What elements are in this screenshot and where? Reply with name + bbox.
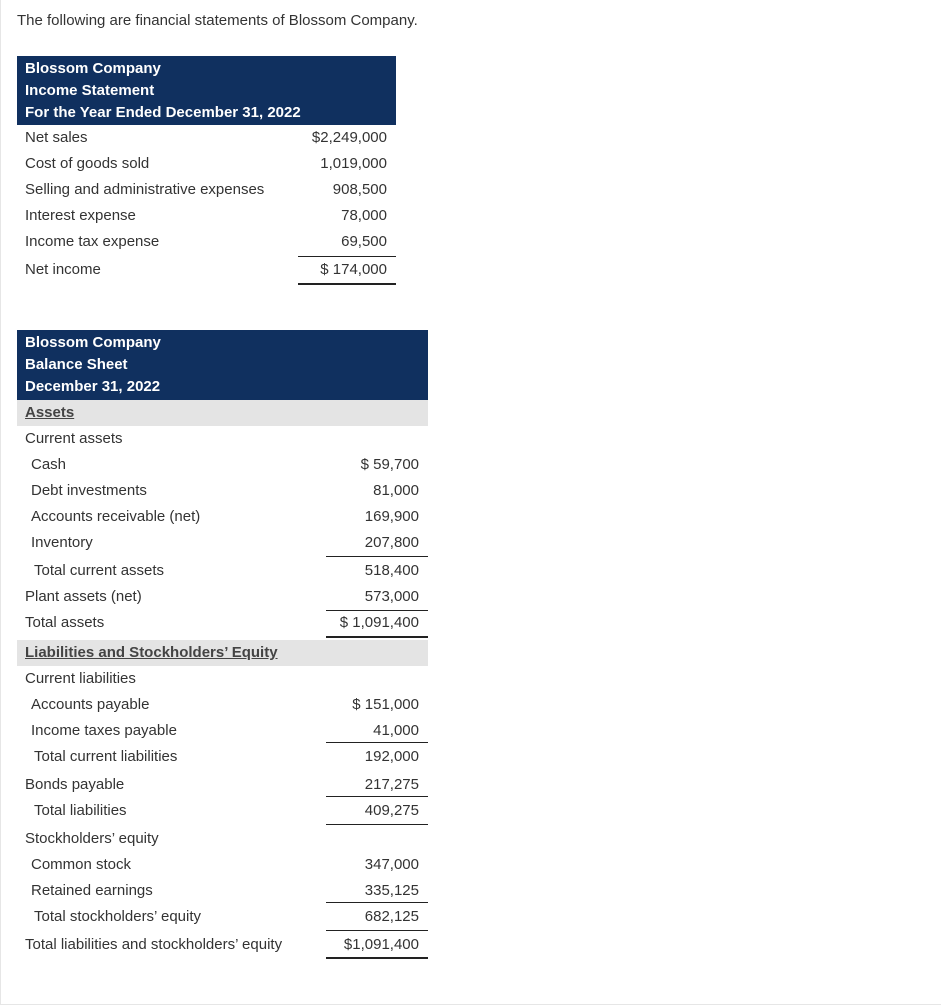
row-label: Total liabilities (34, 802, 127, 819)
total-rule (298, 283, 396, 285)
row-label: Net sales (25, 129, 88, 146)
row-value: 409,275 (364, 802, 419, 819)
row-label: Total current assets (34, 562, 165, 579)
row-label: Common stock (31, 856, 132, 873)
table-row (17, 692, 428, 718)
row-value: 69,500 (341, 233, 387, 250)
table-row (17, 826, 428, 852)
row-label: Selling and administrative expenses (25, 181, 265, 198)
table-row (17, 426, 428, 452)
row-label: Total liabilities and stockholders’ equity (25, 936, 283, 953)
row-value: $2,249,000 (311, 129, 387, 146)
row-value: 1,019,000 (320, 155, 387, 172)
row-value: 335,125 (364, 882, 419, 899)
row-label: Debt investments (31, 482, 147, 499)
row-label: Income taxes payable (31, 722, 177, 739)
row-value: 81,000 (373, 482, 419, 499)
subtotal-rule (326, 610, 428, 611)
table-row (17, 203, 396, 229)
subtotal-rule (326, 556, 428, 557)
table-row (17, 852, 428, 878)
row-label: Accounts receivable (net) (31, 508, 201, 525)
row-label: Stockholders’ equity (25, 830, 159, 847)
total-rule (326, 636, 428, 638)
subtotal-rule (326, 930, 428, 931)
balance-sheet-header (17, 330, 428, 400)
row-value: 573,000 (364, 588, 419, 605)
liabilities-heading-row (17, 640, 428, 666)
row-value: 347,000 (364, 856, 419, 873)
company-name: Blossom Company (25, 60, 161, 77)
statement-title: Income Statement (25, 82, 155, 99)
table-row (17, 125, 396, 151)
row-label: Plant assets (net) (25, 588, 142, 605)
row-value: $ 174,000 (320, 261, 387, 278)
row-label: Total stockholders’ equity (34, 908, 202, 925)
table-row (17, 610, 428, 636)
table-row (17, 584, 428, 610)
table-row (17, 530, 428, 556)
row-label: Income tax expense (25, 233, 160, 250)
subtotal-rule (326, 742, 428, 743)
row-value: 192,000 (364, 748, 419, 765)
income-statement-rows (17, 125, 396, 283)
row-label: Total current liabilities (34, 748, 178, 765)
row-value: 169,900 (364, 508, 419, 525)
row-value: 682,125 (364, 908, 419, 925)
row-label: Interest expense (25, 207, 136, 224)
row-value: $ 151,000 (352, 696, 419, 713)
statement-title: Balance Sheet (25, 356, 128, 373)
row-value: 217,275 (364, 776, 419, 793)
row-label: Inventory (31, 534, 93, 551)
table-row (17, 904, 428, 930)
row-value: $ 59,700 (360, 456, 419, 473)
table-row (17, 177, 396, 203)
row-value: 207,800 (364, 534, 419, 551)
subtotal-rule (298, 256, 396, 257)
table-row (17, 151, 396, 177)
table-row (17, 744, 428, 770)
subtotal-rule (326, 824, 428, 825)
row-label: Accounts payable (31, 696, 150, 713)
row-value: $ 1,091,400 (339, 614, 419, 631)
row-label: Cost of goods sold (25, 155, 150, 172)
table-row (17, 504, 428, 530)
company-name: Blossom Company (25, 334, 161, 351)
total-rule (326, 957, 428, 959)
table-row (17, 666, 428, 692)
table-row (17, 932, 428, 958)
assets-heading: Assets (25, 404, 75, 421)
table-row (17, 798, 428, 824)
row-label: Retained earnings (31, 882, 153, 899)
statement-period: For the Year Ended December 31, 2022 (25, 104, 301, 121)
table-row (17, 229, 396, 255)
table-row (17, 257, 396, 283)
liabilities-heading: Liabilities and Stockholders’ Equity (25, 644, 278, 661)
row-value: 41,000 (373, 722, 419, 739)
intro-text: The following are financial statements of Blossom Company. (17, 12, 418, 29)
table-row (17, 772, 428, 798)
table-row (17, 452, 428, 478)
income-statement (17, 56, 396, 125)
table-row (17, 558, 428, 584)
row-value: 908,500 (332, 181, 387, 198)
row-value: 78,000 (341, 207, 387, 224)
row-label: Total assets (25, 614, 105, 631)
table-row (17, 478, 428, 504)
row-label: Cash (31, 456, 67, 473)
table-row (17, 878, 428, 904)
row-label: Current liabilities (25, 670, 136, 687)
statement-date: December 31, 2022 (25, 378, 161, 395)
row-value: $1,091,400 (343, 936, 419, 953)
row-label: Current assets (25, 430, 123, 447)
table-row (17, 718, 428, 744)
income-statement-header (17, 56, 396, 125)
row-label: Bonds payable (25, 776, 125, 793)
subtotal-rule (326, 796, 428, 797)
subtotal-rule (326, 902, 428, 903)
row-value: 518,400 (364, 562, 419, 579)
balance-sheet (17, 330, 428, 958)
row-label: Net income (25, 261, 101, 278)
assets-heading-row (17, 400, 428, 426)
